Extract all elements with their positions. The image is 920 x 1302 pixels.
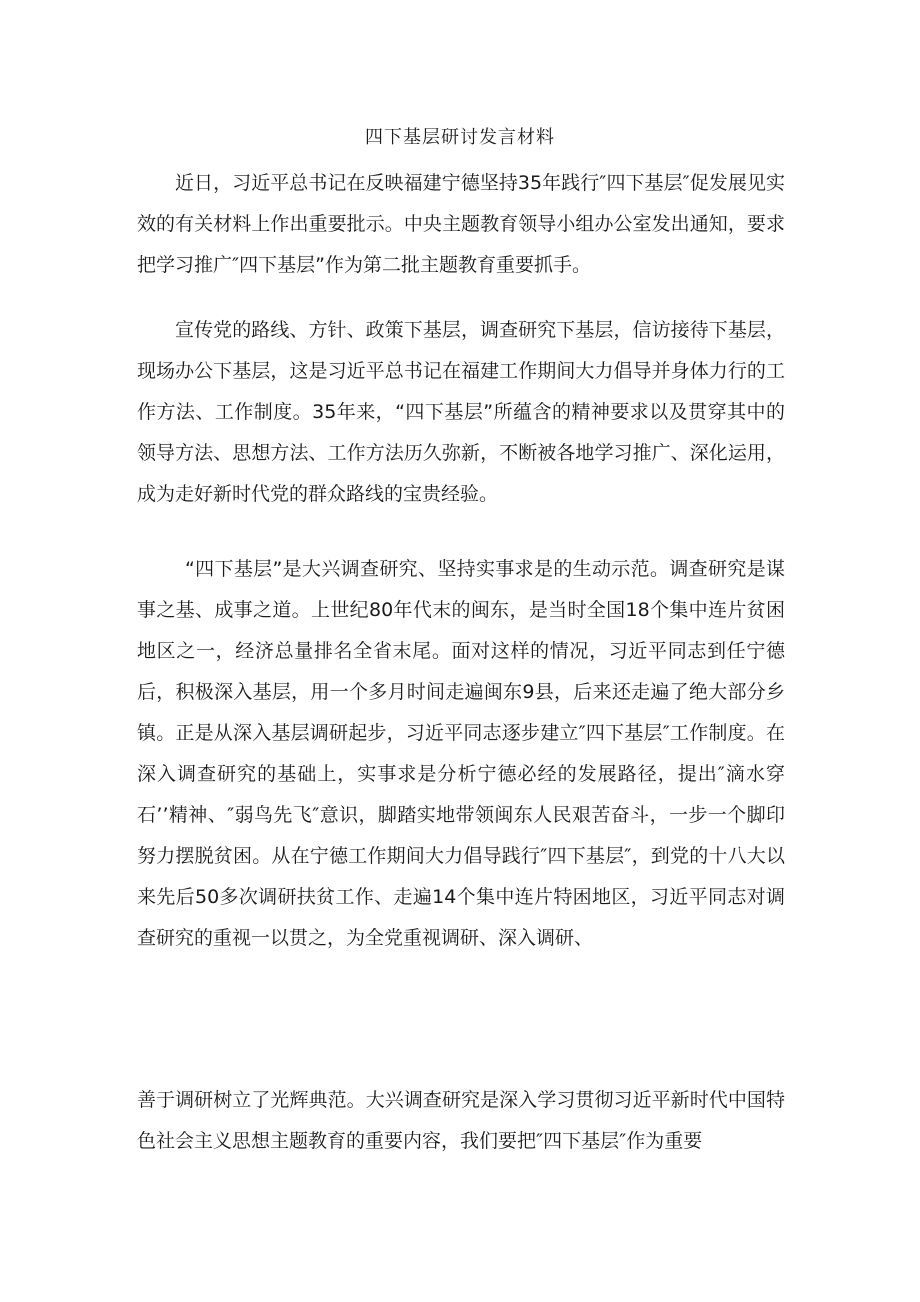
paragraph-3: “四下基层”是大兴调查研究、坚持实事求是的生动示范。调查研究是谋事之基、成事之道。上世纪80年代末的闽东，是当时全国18个集中连片贫困地区之一，经济总量排名全省末尾。面对这样的情况，习近平同志到任宁德后，积极深入基层，用一个多月时间走遍闽东9县，后来还走遍了绝大部分乡镇。正是从深入基层调研起步，习近平同志逐步建立″四下基层″工作制度。在深入调查研究的基础上，实事求是分析宁德必经的发展路径，提出″滴水穿石’’精神、″弱鸟先飞″意识，脚踏实地带领闽东人民艰苦奋斗，一步一个脚印努力摆脱贫困。从在宁德工作期间大力倡导践行″四下基层″，到党的十八大以来先后50多次调研扶贫工作、走遍14个集中连片特困地区，习近平同志对调查研究的重视一以贯之，为全党重视调研、深入调研、 bbox=[137, 558, 785, 949]
paragraph-2: 宣传党的路线、方针、政策下基层，调查研究下基层，信访接待下基层，现场办公下基层，这是习近平总书记在福建工作期间大力倡导并身体力行的工作方法、工作制度。35年来，“四下基层”所蕴含的精神要求以及贯穿其中的领导方法、思想方法、工作方法历久弥新，不断被各地学习推广、深化运用，成为走好新时代党的群众路线的宝贵经验。 bbox=[137, 319, 785, 505]
paragraph-4: 善于调研树立了光辉典范。大兴调查研究是深入学习贯彻习近平新时代中国特色社会主义思想主题教育的重要内容，我们要把″四下基层″作为重要 bbox=[137, 1089, 785, 1152]
document-title: 四下基层研讨发言材料 bbox=[365, 127, 555, 148]
paragraph-1: 近日，习近平总书记在反映福建宁德坚持35年践行″四下基层″促发展见实效的有关材料上作出重要批示。中央主题教育领导小组办公室发出通知，要求把学习推广″四下基层”作为第二批主题教育重要抓手。 bbox=[137, 172, 785, 276]
